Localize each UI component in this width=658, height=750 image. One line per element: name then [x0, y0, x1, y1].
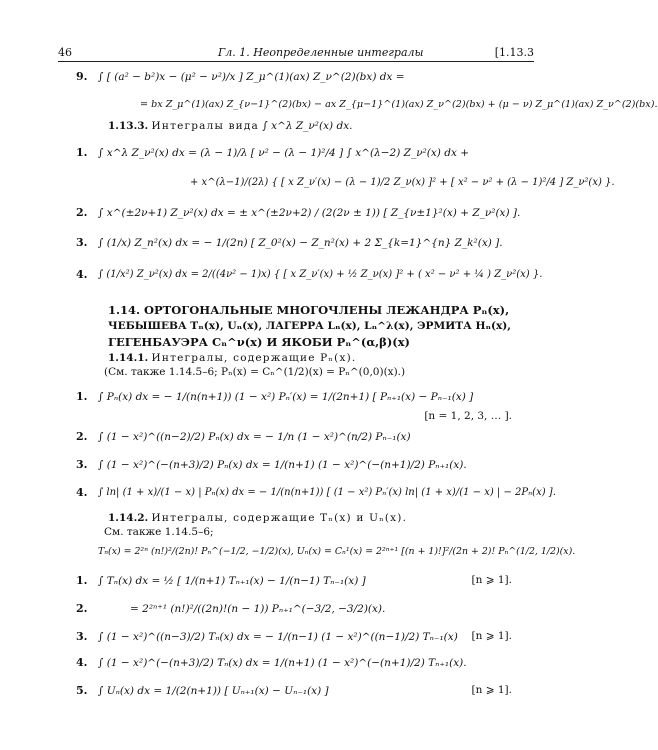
- section-number: 1.13.3.: [108, 120, 149, 132]
- section-formula: ∫ x^λ Z_ν²(x) dx.: [262, 120, 353, 132]
- formula-line: ∫ ln| (1 + x)/(1 − x) | Pₙ(x) dx = − 1/(n(n+1)) [ (1 − x²) Pₙ′(x) ln| (1 + x)/(1 − x) | − 2Pₙ(x) ].: [98, 487, 556, 498]
- formula-number-9: 9.: [76, 70, 88, 83]
- formula-line: ∫ (1 − x²)^(−(n+3)/2) Tₙ(x) dx = 1/(n+1) (1 − x²)^(−(n+1)/2) Tₙ₊₁(x).: [98, 657, 467, 669]
- section-title: Интегралы вида: [151, 120, 260, 132]
- chapter-title: Гл. 1. Неопределенные интегралы: [218, 46, 424, 59]
- formula-number: 2.: [76, 206, 88, 219]
- formula-line: ∫ x^λ Z_ν²(x) dx = (λ − 1)/λ [ ν² − (λ − 1)²/4 ] ∫ x^(λ−2) Z_ν²(x) dx +: [98, 147, 470, 159]
- section-1-13-3-heading: [108, 120, 352, 132]
- formula-line: ∫ (1/x) Z_n²(x) dx = − 1/(2n) [ Z_0²(x) − Z_n²(x) + 2 Σ_{k=1}^{n} Z_k²(x) ].: [98, 237, 503, 249]
- formula-line: ∫ Tₙ(x) dx = ½ [ 1/(n+1) Tₙ₊₁(x) − 1/(n−1) Tₙ₋₁(x) ]: [98, 575, 366, 587]
- formula-9-line-1: ∫ [ (a² − b²)x − (μ² − ν²)/x ] Z_μ^(1)(ax) Z_ν^(2)(bx) dx =: [98, 71, 405, 83]
- formula-number: 3.: [76, 630, 88, 643]
- chapter-section-heading-line-2: ЧЕБЫШЕВА Tₙ(x), Uₙ(x), ЛАГЕРРА Lₙ(x), Lₙ^λ(x), ЭРМИТА Hₙ(x),: [108, 320, 511, 332]
- running-header: [58, 44, 534, 62]
- formula-condition: [n ⩾ 1].: [471, 684, 512, 696]
- formula-9-line-2: = bx Z_μ^(1)(ax) Z_{ν−1}^(2)(bx) − ax Z_{μ−1}^(1)(ax) Z_ν^(2)(bx) + (μ − ν) Z_μ^(1)(ax) Z_ν^(2)(bx).: [140, 99, 658, 110]
- formula-line: ∫ (1 − x²)^(−(n+3)/2) Pₙ(x) dx = 1/(n+1) (1 − x²)^(−(n+1)/2) Pₙ₊₁(x).: [98, 459, 467, 471]
- section-number: 1.14.2.: [108, 512, 149, 524]
- formula-number: 1.: [76, 574, 88, 587]
- chapter-section-heading-line-3: ГЕГЕНБАУЭРА Cₙ^ν(x) И ЯКОБИ Pₙ^(α,β)(x): [108, 335, 410, 349]
- formula-number: 4.: [76, 268, 88, 281]
- formula-number: 1.: [76, 390, 88, 403]
- formula-number: 4.: [76, 656, 88, 669]
- section-title: Интегралы, содержащие Pₙ(x).: [151, 352, 357, 364]
- formula-line: ∫ Uₙ(x) dx = 1/(2(n+1)) [ Uₙ₊₁(x) − Uₙ₋₁(x) ]: [98, 685, 329, 697]
- section-note: (См. также 1.14.5–6; Pₙ(x) = Cₙ^(1/2)(x) = Pₙ^(0,0)(x).): [104, 366, 406, 378]
- page-number: 46: [58, 46, 72, 59]
- section-1-14-2-heading: [108, 512, 407, 524]
- formula-line: ∫ (1/x²) Z_ν²(x) dx = 2/((4ν² − 1)x) { [ x Z_ν′(x) + ½ Z_ν(x) ]² + ( x² − ν² + ¼ ) Z_ν²(x) }.: [98, 269, 543, 280]
- formula-number: 3.: [76, 458, 88, 471]
- definition-line: Tₙ(x) = 2²ⁿ (n!)²/(2n)! Pₙ^(−1/2, −1/2)(x), Uₙ(x) = Cₙ¹(x) = 2²ⁿ⁺¹ [(n + 1)!]²/(2n + 2)! Pₙ^(1/2, 1/2)(x).: [98, 546, 576, 557]
- formula-number: 5.: [76, 684, 88, 697]
- formula-line: = 2²ⁿ⁺¹ (n!)²/((2n)!(n − 1)) Pₙ₊₁^(−3/2, −3/2)(x).: [130, 603, 386, 615]
- section-reference: [1.13.3: [494, 46, 534, 59]
- section-1-14-1-heading: [108, 352, 356, 364]
- section-title: Интегралы, содержащие Tₙ(x) и Uₙ(x).: [151, 512, 408, 524]
- formula-number: 4.: [76, 486, 88, 499]
- chapter-section-heading-line-1: 1.14. ОРТОГОНАЛЬНЫЕ МНОГОЧЛЕНЫ ЛЕЖАНДРА Pₙ(x),: [108, 303, 510, 317]
- formula-condition: [n = 1, 2, 3, … ].: [424, 410, 512, 422]
- formula-line: + x^(λ−1)/(2λ) { [ x Z_ν′(x) − (λ − 1)/2 Z_ν(x) ]² + [ x² − ν² + (λ − 1)²/4 ] Z_ν²(x) }.: [190, 177, 615, 188]
- section-number: 1.14.1.: [108, 352, 149, 364]
- formula-line: ∫ Pₙ(x) dx = − 1/(n(n+1)) (1 − x²) Pₙ′(x) = 1/(2n+1) [ Pₙ₊₁(x) − Pₙ₋₁(x) ]: [98, 391, 474, 403]
- formula-number: 1.: [76, 146, 88, 159]
- formula-line: ∫ x^(±2ν+1) Z_ν²(x) dx = ± x^(±2ν+2) / (2(2ν ± 1)) [ Z_{ν±1}²(x) + Z_ν²(x) ].: [98, 207, 521, 219]
- formula-condition: [n ⩾ 1].: [471, 630, 512, 642]
- formula-line: ∫ (1 − x²)^((n−3)/2) Tₙ(x) dx = − 1/(n−1) (1 − x²)^((n−1)/2) Tₙ₋₁(x): [98, 631, 458, 643]
- formula-number: 2.: [76, 430, 88, 443]
- formula-condition: [n ⩾ 1].: [471, 574, 512, 586]
- header-rule: [58, 61, 534, 62]
- formula-number: 2.: [76, 602, 88, 615]
- formula-line: ∫ (1 − x²)^((n−2)/2) Pₙ(x) dx = − 1/n (1 − x²)^(n/2) Pₙ₋₁(x): [98, 431, 411, 443]
- formula-number: 3.: [76, 236, 88, 249]
- section-note: См. также 1.14.5–6;: [104, 526, 214, 538]
